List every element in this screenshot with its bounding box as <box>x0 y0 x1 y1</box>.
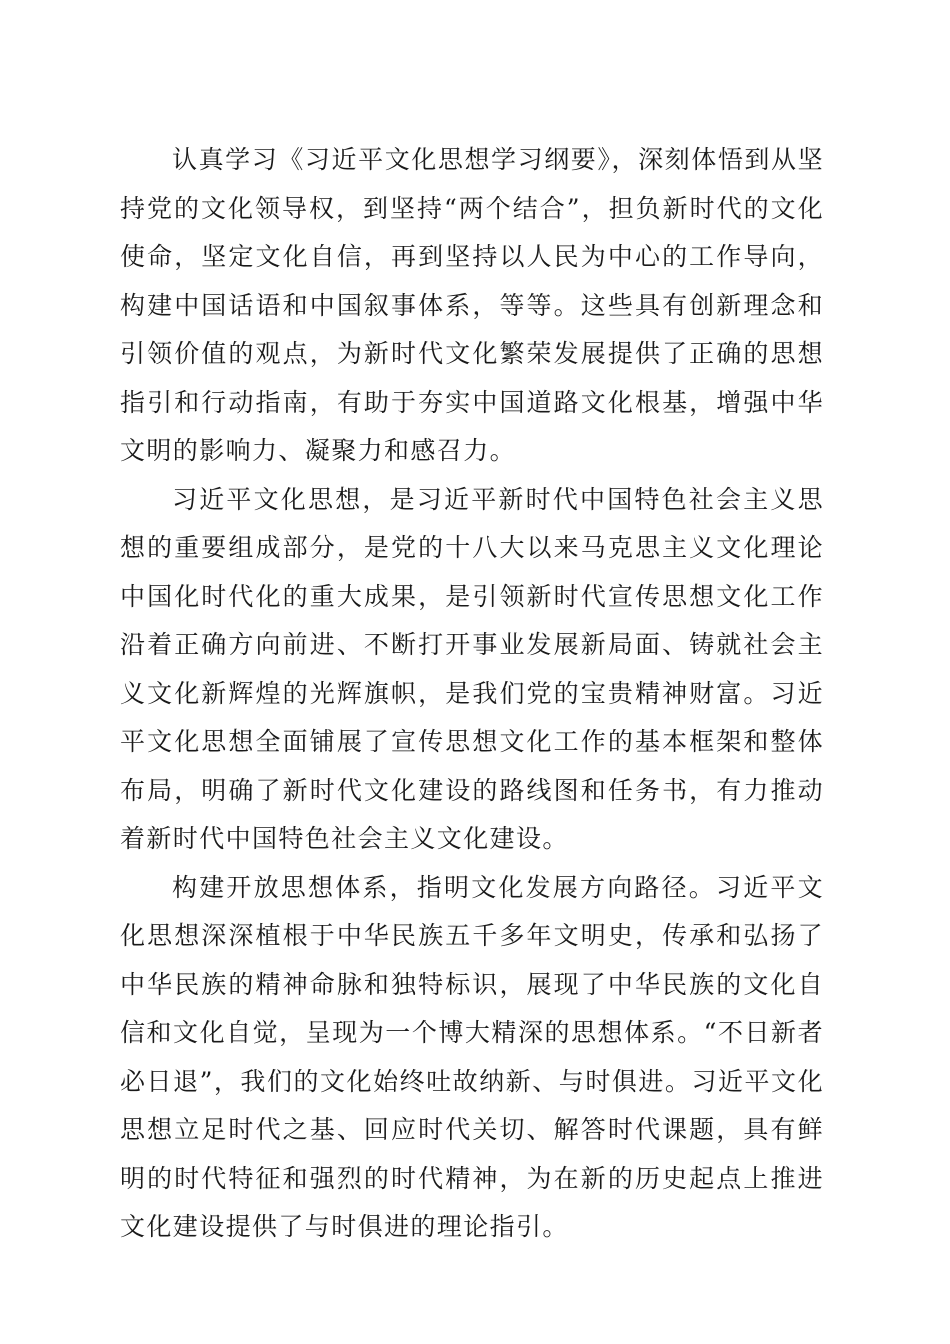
document-body <box>120 136 824 1252</box>
paragraph-1: 认真学习《习近平文化思想学习纲要》，深刻体悟到从坚持党的文化领导权，到坚持“两个结合”，担负新时代的文化使命，坚定文化自信，再到坚持以人民为中心的工作导向，构建中国话语和中国叙事体系，等等。这些具有创新理念和引领价值的观点，为新时代文化繁荣发展提供了正确的思想指引和行动指南，有助于夯实中国道路文化根基，增强中华文明的影响力、凝聚力和感召力。 <box>120 145 824 465</box>
paragraph-2: 习近平文化思想，是习近平新时代中国特色社会主义思想的重要组成部分，是党的十八大以来马克思主义文化理论中国化时代化的重大成果，是引领新时代宣传思想文化工作沿着正确方向前进、不断打开事业发展新局面、铸就社会主义文化新辉煌的光辉旗帜，是我们党的宝贵精神财富。习近平文化思想全面铺展了宣传思想文化工作的基本框架和整体布局，明确了新时代文化建设的路线图和任务书，有力推动着新时代中国特色社会主义文化建设。 <box>120 484 824 853</box>
paragraph-3: 构建开放思想体系，指明文化发展方向路径。习近平文化思想深深植根于中华民族五千多年文明史，传承和弘扬了中华民族的精神命脉和独特标识，展现了中华民族的文化自信和文化自觉，呈现为一个博大精深的思想体系。“不日新者必日退”，我们的文化始终吐故纳新、与时俱进。习近平文化思想立足时代之基、回应时代关切、解答时代课题，具有鲜明的时代特征和强烈的时代精神，为在新的历史起点上推进文化建设提供了与时俱进的理论指引。 <box>120 872 824 1241</box>
